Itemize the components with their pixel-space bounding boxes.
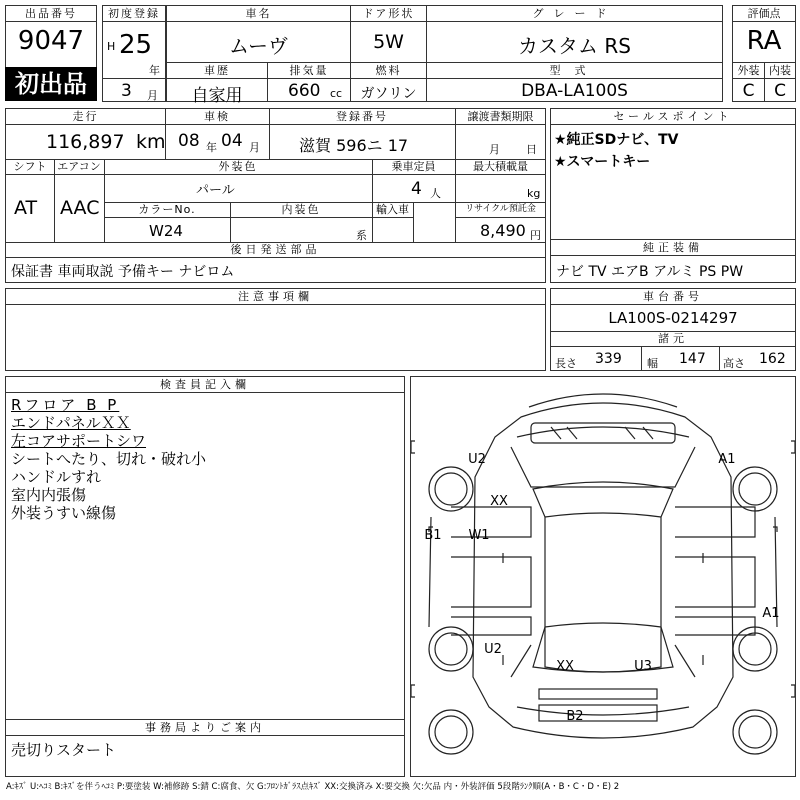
width: 147 xyxy=(679,351,706,367)
inspection-label: 車検 xyxy=(165,109,269,125)
recycle-label: リサイクル預託金 xyxy=(455,202,546,218)
exterior-color: パール xyxy=(196,183,235,198)
model-name: ムーヴ xyxy=(229,34,288,58)
notes-label: 注意事項欄 xyxy=(6,289,545,305)
transfer-label: 譲渡書類期限 xyxy=(455,109,546,125)
damage-legend: A:ｷｽﾞ U:ﾍｺﾐ B:ｷｽﾞを伴うﾍｺﾐ P:要塗装 W:補修跡 S:錆 C:腐食、欠 G:ﾌﾛﾝﾄｶﾞﾗｽ点ｷｽﾞ XX:交換済み X:要交換 欠:欠品 内・外装評価 5段階ﾗﾝｸ順(A・B・C・D・E) 2 xyxy=(6,782,620,792)
reg-month: 3 xyxy=(121,81,132,101)
capacity-unit: 人 xyxy=(430,187,441,200)
fuel-box xyxy=(350,62,427,102)
recycle-fee: 8,490 xyxy=(480,221,526,240)
inspector-label: 検査員記入欄 xyxy=(6,377,404,393)
era: H xyxy=(107,40,116,53)
ext-int-box xyxy=(732,62,796,102)
model-box xyxy=(166,5,351,63)
mileage-unit: km xyxy=(136,131,166,153)
grade: カスタム RS xyxy=(518,34,631,58)
fuel: ガソリン xyxy=(360,86,417,102)
mark-u2-rear-left: U2 xyxy=(484,642,502,657)
int-color-label: 内装色 xyxy=(230,202,372,218)
shift: AT xyxy=(14,197,38,219)
disp-label: 排気量 xyxy=(268,63,350,79)
inspector-line: ハンドルすれ xyxy=(11,468,102,486)
month-unit: 月 xyxy=(147,89,158,102)
door-box xyxy=(350,5,427,63)
inspection-month: 04 xyxy=(221,131,243,151)
office-notice: 売切りスタート xyxy=(11,741,117,759)
int-label: 内装 xyxy=(764,63,796,79)
mark-a1-right: A1 xyxy=(762,606,780,621)
inspector-box xyxy=(5,376,405,720)
mark-xx-rear: XX xyxy=(556,659,574,674)
dims-label: 諸元 xyxy=(551,331,795,347)
sales-points-box xyxy=(550,108,796,240)
capacity: 4 xyxy=(411,179,422,199)
inspector-line: シートへたり、切れ・破れ小 xyxy=(11,450,207,468)
door-type: 5W xyxy=(373,31,404,53)
inspector-line: 室内内張傷 xyxy=(11,486,87,504)
mark-b2: B2 xyxy=(566,709,584,724)
inspector-line: エンドパネルＸＸ xyxy=(11,414,131,432)
score-box xyxy=(732,5,796,63)
fuel-label: 燃料 xyxy=(351,63,426,79)
first-reg-box xyxy=(102,5,166,102)
year-unit: 年 xyxy=(149,64,160,77)
inspection-year: 08 xyxy=(178,131,200,151)
first-reg-label: 初度登録 xyxy=(103,6,165,22)
ext-label: 外装 xyxy=(733,63,764,79)
inspector-line: Rフロア B P xyxy=(11,396,120,414)
chassis-box xyxy=(550,288,796,371)
grade-box xyxy=(426,5,723,63)
ext-score: C xyxy=(742,81,755,101)
score: RA xyxy=(746,26,782,56)
type-label: 型式 xyxy=(427,63,722,79)
history-label: 車歴 xyxy=(167,63,267,79)
displacement: 660 xyxy=(288,81,321,101)
sales-point-item: ★純正SDナビ、TV xyxy=(554,132,679,148)
recycle-unit: 円 xyxy=(530,229,541,242)
mark-b1: B1 xyxy=(424,528,442,543)
import-label: 輸入車 xyxy=(372,202,413,218)
equipment: ナビ TV エアB アルミ PS PW xyxy=(556,264,744,280)
model-label: 車名 xyxy=(167,6,350,22)
disp-unit: cc xyxy=(330,87,343,100)
inspector-line: 外装うすい線傷 xyxy=(11,504,117,522)
capacity-label: 乗車定員 xyxy=(372,159,455,175)
int-color-unit: 系 xyxy=(356,229,367,242)
reg-number: 滋賀 596ニ 17 xyxy=(299,136,409,155)
mark-xx-front: XX xyxy=(490,494,508,509)
load-unit: kg xyxy=(527,187,541,200)
ac-label: エアコン xyxy=(54,159,104,175)
width-label: 幅 xyxy=(647,357,658,370)
color-no-label: カラーNo. xyxy=(104,202,230,218)
lot-label: 出品番号 xyxy=(6,6,96,22)
int-score: C xyxy=(774,81,786,101)
height-label: 高さ xyxy=(723,357,745,370)
ac: AAC xyxy=(60,197,100,219)
inspection-month-unit: 月 xyxy=(249,141,260,154)
notes-box xyxy=(5,288,546,371)
length: 339 xyxy=(595,351,622,367)
reg-no-label: 登録番号 xyxy=(269,109,455,125)
transfer-day-unit: 日 xyxy=(526,143,537,156)
chassis-label: 車台番号 xyxy=(551,289,795,305)
equipment-label: 純正装備 xyxy=(551,240,795,256)
mark-u2-front-left: U2 xyxy=(468,452,486,467)
height: 162 xyxy=(759,351,786,367)
car-diagram xyxy=(411,377,795,776)
length-label: 長さ xyxy=(555,357,577,370)
type-box xyxy=(426,62,723,102)
load-label: 最大積載量 xyxy=(455,159,546,175)
transfer-month-unit: 月 xyxy=(489,143,500,156)
mark-a1-front-right: A1 xyxy=(718,452,736,467)
grade-label: グレード xyxy=(427,6,722,22)
car-diagram-box xyxy=(410,376,796,777)
shift-label: シフト xyxy=(6,159,54,175)
vehicle-info-table xyxy=(5,108,546,283)
door-label: ドア形状 xyxy=(351,6,426,22)
reg-year: 25 xyxy=(119,30,153,60)
history-box xyxy=(166,62,268,106)
later-parts-label: 後日発送部品 xyxy=(6,242,545,258)
score-label: 評価点 xyxy=(733,6,795,22)
type: DBA-LA100S xyxy=(521,81,628,101)
equipment-box xyxy=(550,239,796,283)
inspector-line: 左コアサポートシワ xyxy=(11,432,147,450)
lot-box xyxy=(5,5,97,68)
inspection-year-unit: 年 xyxy=(206,141,217,154)
mileage: 116,897 xyxy=(46,131,125,153)
first-listing-badge: 初出品 xyxy=(5,67,97,101)
chassis-number: LA100S-0214297 xyxy=(608,309,738,327)
office-box xyxy=(5,719,405,777)
history: 自家用 xyxy=(191,86,243,106)
mark-w1: W1 xyxy=(468,528,490,543)
sales-point-item: ★スマートキー xyxy=(554,154,651,170)
later-parts: 保証書 車両取説 予備キー ナビロム xyxy=(11,264,235,280)
office-label: 事務局よりご案内 xyxy=(6,720,404,736)
color-no: W24 xyxy=(149,222,183,240)
sales-points-label: セールスポイント xyxy=(551,109,795,125)
mark-u3: U3 xyxy=(634,659,652,674)
lot-number: 9047 xyxy=(17,26,85,56)
color-label: 外装色 xyxy=(104,159,372,175)
disp-box xyxy=(267,62,351,102)
mileage-label: 走行 xyxy=(6,109,165,125)
